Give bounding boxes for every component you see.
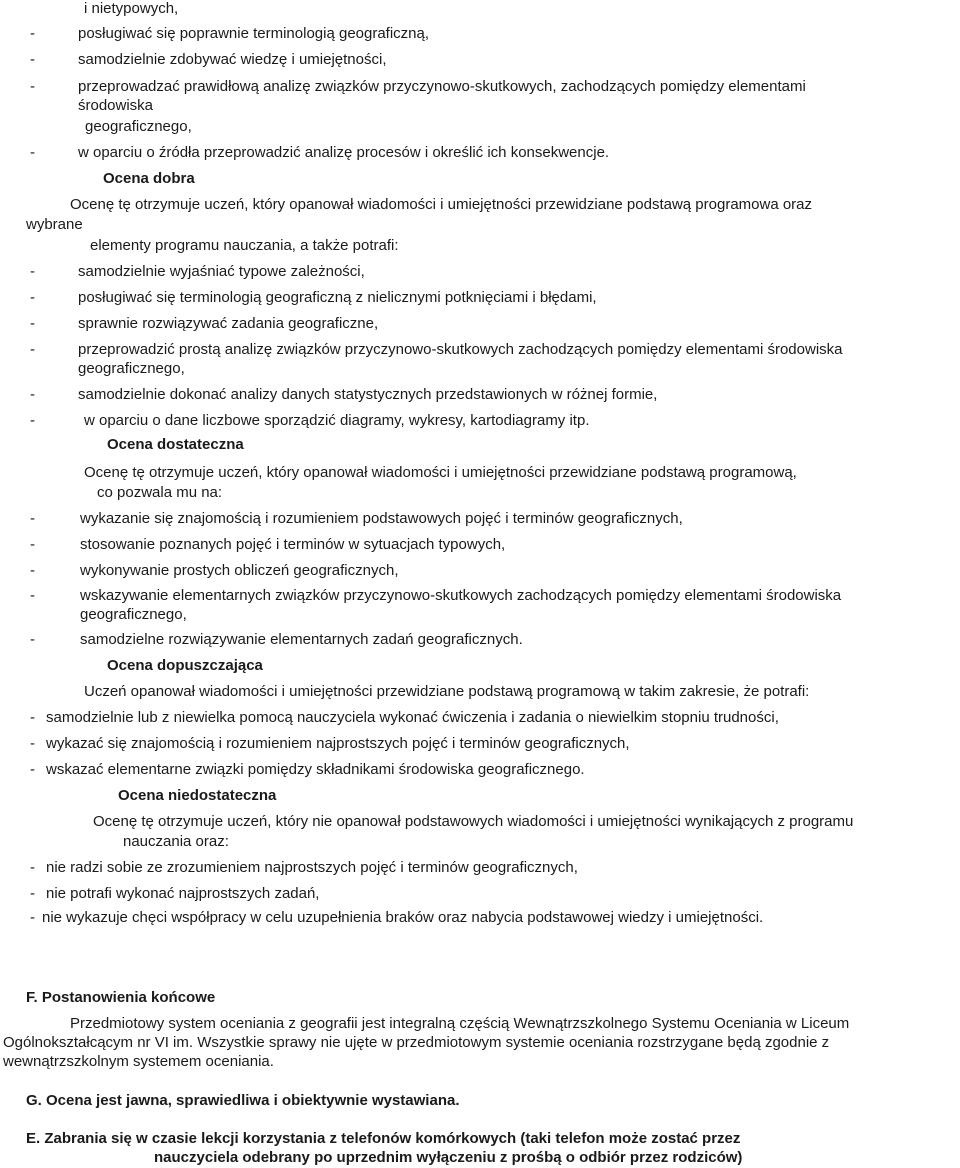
list-dash: - (30, 144, 35, 161)
list-item: samodzielnie wyjaśniać typowe zależności, (78, 263, 365, 280)
list-item-continuation: geograficznego, (78, 360, 185, 377)
list-item-continuation: geograficznego, (80, 606, 187, 623)
list-dash: - (30, 25, 35, 42)
list-item: nie potrafi wykonać najprostszych zadań, (46, 885, 320, 902)
list-item: wskazać elementarne związki pomiędzy składnikami środowiska geograficznego. (46, 761, 585, 778)
list-item: samodzielnie zdobywać wiedzę i umiejętności, (78, 51, 387, 68)
list-item: posługiwać się terminologią geograficzną z nielicznymi potknięciami i błędami, (78, 289, 597, 306)
list-dash: - (30, 885, 35, 902)
list-dash: - (30, 78, 35, 95)
list-item: przeprowadzać prawidłową analizę związków przyczynowo-skutkowych, zachodzących pomiędzy elementami (78, 78, 806, 95)
heading-ocena-niedostateczna: Ocena niedostateczna (118, 787, 277, 804)
intro-line: nauczania oraz: (123, 833, 229, 850)
list-dash: - (30, 289, 35, 306)
intro-line: elementy programu nauczania, a także potrafi: (90, 237, 399, 254)
intro-line: Ocenę tę otrzymuje uczeń, który nie opanował podstawowych wiadomości i umiejętności wynikających z programu (93, 813, 854, 830)
intro-line: Uczeń opanował wiadomości i umiejętności przewidziane podstawą programową w takim zakresie, że potrafi: (84, 683, 810, 700)
list-dash: - (30, 909, 35, 926)
list-dash: - (30, 587, 35, 604)
list-item: samodzielnie dokonać analizy danych statystycznych przedstawionych w różnej formie, (78, 386, 658, 403)
list-item: przeprowadzić prostą analizę związków przyczynowo-skutkowych zachodzących pomiędzy elementami środowiska (78, 341, 843, 358)
list-item: nie wykazuje chęci współpracy w celu uzupełnienia braków oraz nabycia podstawowej wiedzy i umiejętności. (42, 909, 764, 926)
intro-line: wybrane (26, 216, 83, 233)
list-dash: - (30, 386, 35, 403)
list-dash: - (30, 631, 35, 648)
intro-line: Ocenę tę otrzymuje uczeń, który opanował wiadomości i umiejętności przewidziane podstawą programowa oraz (70, 196, 813, 213)
list-item: samodzielne rozwiązywanie elementarnych zadań geograficznych. (80, 631, 523, 648)
list-item: sprawnie rozwiązywać zadania geograficzne, (78, 315, 379, 332)
section-g: G. Ocena jest jawna, sprawiedliwa i obiektywnie wystawiana. (26, 1092, 460, 1109)
list-dash: - (30, 761, 35, 778)
list-item: stosowanie poznanych pojęć i terminów w sytuacjach typowych, (80, 536, 506, 553)
list-item: samodzielnie lub z niewielka pomocą nauczyciela wykonać ćwiczenia i zadania o niewielkim stopniu trudności, (46, 709, 779, 726)
list-dash: - (30, 735, 35, 752)
list-item: wykazać się znajomością i rozumieniem najprostszych pojęć i terminów geograficznych, (46, 735, 630, 752)
list-dash: - (30, 536, 35, 553)
list-dash: - (30, 263, 35, 280)
heading-ocena-dostateczna: Ocena dostateczna (107, 436, 244, 453)
list-dash: - (30, 51, 35, 68)
list-dash: - (30, 709, 35, 726)
list-dash: - (30, 412, 35, 429)
list-item: w oparciu o dane liczbowe sporządzić diagramy, wykresy, kartodiagramy itp. (84, 412, 590, 429)
list-item: w oparciu o źródła przeprowadzić analizę procesów i określić ich konsekwencje. (78, 144, 610, 161)
heading-ocena-dopuszczajaca: Ocena dopuszczająca (107, 657, 263, 674)
list-dash: - (30, 859, 35, 876)
list-dash: - (30, 562, 35, 579)
list-item: wykazanie się znajomością i rozumieniem podstawowych pojęć i terminów geograficznych, (80, 510, 683, 527)
list-dash: - (30, 341, 35, 358)
heading-ocena-dobra: Ocena dobra (103, 170, 195, 187)
list-item: nie radzi sobie ze zrozumieniem najprostszych pojęć i terminów geograficznych, (46, 859, 578, 876)
list-item: wskazywanie elementarnych związków przyczynowo-skutkowych zachodzących pomiędzy elementami środowiska (80, 587, 842, 604)
intro-line: Ocenę tę otrzymuje uczeń, który opanował wiadomości i umiejętności przewidziane podstawą programową, (84, 464, 797, 481)
list-dash: - (30, 315, 35, 332)
list-item: posługiwać się poprawnie terminologią geograficzną, (78, 25, 430, 42)
list-item-continuation: środowiska (78, 97, 154, 114)
paragraph-line: Ogólnokształcącym nr VI im. Wszystkie sprawy nie ujęte w przedmiotowym systemie oceniania rozstrzygane będą zgodnie z (3, 1034, 830, 1051)
paragraph-line: wewnątrzszkolnym systemem oceniania. (3, 1053, 274, 1070)
top-continuation: i nietypowych, (84, 0, 179, 17)
section-e-line: nauczyciela odebrany po uprzednim wyłączeniu z prośbą o odbiór przez rodziców) (154, 1149, 743, 1166)
list-item: wykonywanie prostych obliczeń geograficznych, (80, 562, 399, 579)
heading-postanowienia-koncowe: F. Postanowienia końcowe (26, 989, 216, 1006)
paragraph-line: Przedmiotowy system oceniania z geografii jest integralną częścią Wewnątrzszkolnego Systemu Oceniania w Liceum (70, 1015, 850, 1032)
list-dash: - (30, 510, 35, 527)
intro-line: co pozwala mu na: (97, 484, 223, 501)
list-item-continuation: geograficznego, (85, 118, 192, 135)
section-e-line: E. Zabrania się w czasie lekcji korzystania z telefonów komórkowych (taki telefon może zostać przez (26, 1130, 741, 1147)
